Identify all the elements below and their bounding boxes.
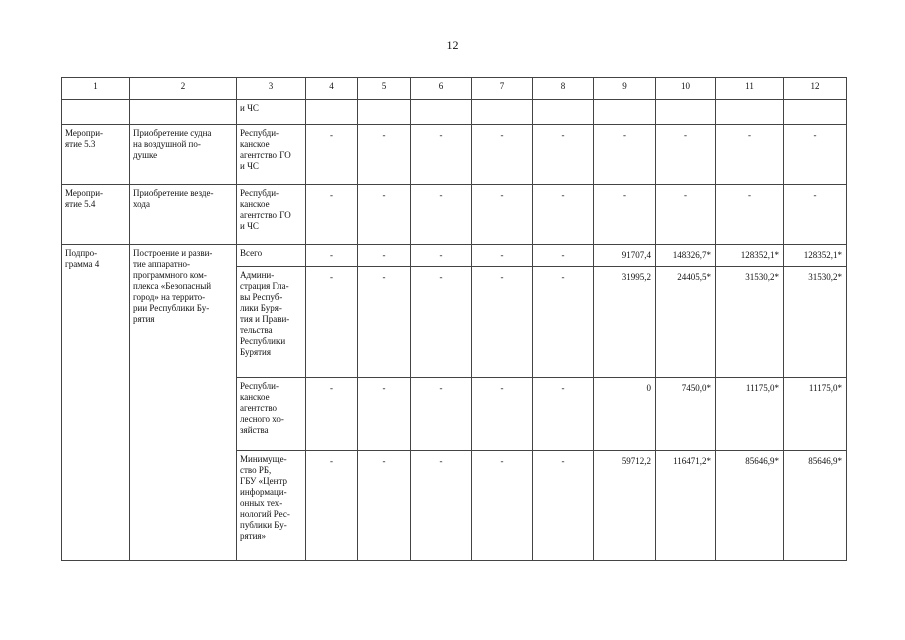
value-cell: - xyxy=(472,185,533,245)
value-cell: - xyxy=(358,125,411,185)
value-cell: 24405,5* xyxy=(656,267,716,378)
value-cell: - xyxy=(472,451,533,561)
executor-cell: Респубди- канское агентство ГО и ЧС xyxy=(237,185,306,245)
header-cell: 5 xyxy=(358,78,411,100)
value-cell: 0 xyxy=(594,378,656,451)
table-row-continuation xyxy=(62,100,847,125)
executor-cell: Всего xyxy=(237,245,306,267)
value-cell: 31995,2 xyxy=(594,267,656,378)
table-row-p4-total xyxy=(62,245,847,267)
executor-cell: Респубди- канское агентство ГО и ЧС xyxy=(237,125,306,185)
value-cell: - xyxy=(784,185,847,245)
value-cell: - xyxy=(411,451,472,561)
value-cell: - xyxy=(411,185,472,245)
value-cell: - xyxy=(533,451,594,561)
value-cell: 11175,0* xyxy=(784,378,847,451)
header-cell: 9 xyxy=(594,78,656,100)
value-cell: - xyxy=(533,245,594,267)
item-name-cell: Приобретение везде- хода xyxy=(130,185,237,245)
item-name-cell: Приобретение судна на воздушной по- душке xyxy=(130,125,237,185)
header-cell: 4 xyxy=(306,78,358,100)
header-cell: 12 xyxy=(784,78,847,100)
item-code-cell: Меропри- ятие 5.3 xyxy=(62,125,130,185)
value-cell: - xyxy=(411,267,472,378)
header-row xyxy=(62,78,847,100)
executor-cell: и ЧС xyxy=(237,100,306,125)
value-cell: 116471,2* xyxy=(656,451,716,561)
value-cell: - xyxy=(472,378,533,451)
value-cell: 128352,1* xyxy=(716,245,784,267)
table-row-m54 xyxy=(62,185,847,245)
executor-cell: Админи- страция Гла- вы Респуб- лики Буря- тия и Прави- тельства Республики Бурятия xyxy=(237,267,306,378)
page-number: 12 xyxy=(446,38,459,52)
value-cell: - xyxy=(656,125,716,185)
value-cell: - xyxy=(784,125,847,185)
value-cell: 59712,2 xyxy=(594,451,656,561)
header-cell: 6 xyxy=(411,78,472,100)
value-cell: 91707,4 xyxy=(594,245,656,267)
value-cell: - xyxy=(306,378,358,451)
value-cell: - xyxy=(358,267,411,378)
budget-table xyxy=(61,77,847,561)
value-cell: - xyxy=(358,185,411,245)
value-cell: - xyxy=(306,245,358,267)
value-cell: - xyxy=(472,267,533,378)
value-cell: - xyxy=(533,125,594,185)
value-cell: - xyxy=(533,267,594,378)
value-cell: 85646,9* xyxy=(784,451,847,561)
value-cell: - xyxy=(656,185,716,245)
item-code-cell: Подпро- грамма 4 xyxy=(62,245,130,561)
value-cell: - xyxy=(533,378,594,451)
item-code-cell: Меропри- ятие 5.4 xyxy=(62,185,130,245)
header-cell: 3 xyxy=(237,78,306,100)
value-cell: - xyxy=(411,378,472,451)
header-cell: 2 xyxy=(130,78,237,100)
header-cell: 10 xyxy=(656,78,716,100)
value-cell: - xyxy=(411,245,472,267)
value-cell: - xyxy=(306,451,358,561)
header-cell: 1 xyxy=(62,78,130,100)
value-cell: 85646,9* xyxy=(716,451,784,561)
table-row-m53 xyxy=(62,125,847,185)
value-cell: - xyxy=(533,185,594,245)
value-cell: 31530,2* xyxy=(716,267,784,378)
executor-cell: Минимуще- ство РБ, ГБУ «Центр информаци- онных тех- нологий Рес- публики Бу- рятия» xyxy=(237,451,306,561)
value-cell: 11175,0* xyxy=(716,378,784,451)
value-cell: - xyxy=(411,125,472,185)
header-cell: 8 xyxy=(533,78,594,100)
value-cell: - xyxy=(594,185,656,245)
value-cell: - xyxy=(472,245,533,267)
value-cell: 128352,1* xyxy=(784,245,847,267)
value-cell: - xyxy=(306,267,358,378)
value-cell: 148326,7* xyxy=(656,245,716,267)
value-cell: - xyxy=(594,125,656,185)
value-cell: - xyxy=(716,125,784,185)
value-cell: - xyxy=(306,125,358,185)
value-cell: - xyxy=(716,185,784,245)
executor-cell: Республи- канское агентство лесного хо- зяйства xyxy=(237,378,306,451)
item-name-cell: Построение и разви- тие аппаратно- программного ком- плекса «Безопасный город» на террито- рии Республики Бу- рятия xyxy=(130,245,237,561)
value-cell: - xyxy=(472,125,533,185)
header-cell: 11 xyxy=(716,78,784,100)
value-cell: - xyxy=(306,185,358,245)
value-cell: 7450,0* xyxy=(656,378,716,451)
value-cell: - xyxy=(358,378,411,451)
value-cell: - xyxy=(358,451,411,561)
header-cell: 7 xyxy=(472,78,533,100)
value-cell: 31530,2* xyxy=(784,267,847,378)
value-cell: - xyxy=(358,245,411,267)
